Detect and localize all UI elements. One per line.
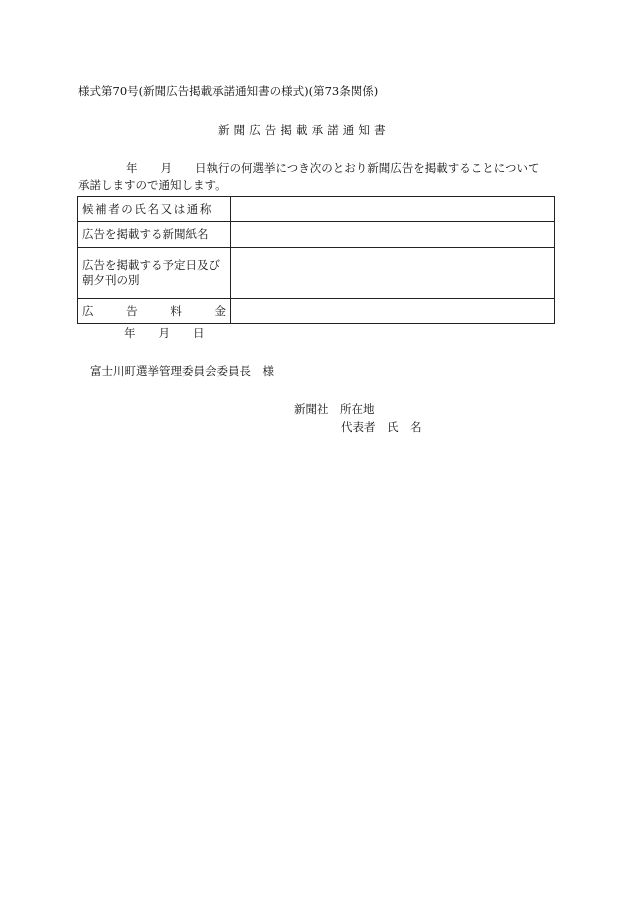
date-line: 年 月 日 — [124, 326, 205, 340]
table-row — [78, 222, 555, 248]
newspaper-name-value[interactable] — [231, 222, 555, 248]
candidate-name-label: 候補者の氏名又は通称 — [78, 197, 231, 222]
addressee: 富士川町選挙管理委員会委員長 様 — [90, 364, 274, 378]
table-row — [78, 197, 555, 222]
form-heading: 様式第70号(新聞広告掲載承諾通知書の様式)(第73条関係) — [78, 84, 379, 98]
newspaper-name-label: 広告を掲載する新聞紙名 — [78, 222, 231, 248]
scheduled-date-value[interactable] — [231, 248, 555, 299]
body-text-line-1: 年 月 日執行の何選挙につき次のとおり新聞広告を掲載することについて — [126, 161, 540, 175]
table-row — [78, 299, 555, 324]
scheduled-date-label: 広告を掲載する予定日及び朝夕刊の別 — [78, 248, 231, 299]
table-row — [78, 248, 555, 299]
sender-company-address: 新聞社 所在地 — [294, 402, 375, 416]
sender-representative-name: 代表者 氏 名 — [341, 420, 422, 434]
fee-label-char: 告 — [126, 303, 138, 318]
candidate-name-value[interactable] — [231, 197, 555, 222]
notice-table — [77, 196, 555, 324]
fee-label-char: 広 — [82, 303, 94, 318]
fee-label-char: 金 — [214, 303, 226, 318]
ad-fee-label — [78, 299, 231, 324]
document-title: 新聞広告掲載承諾通知書 — [218, 123, 390, 137]
body-text-line-2: 承諾しますので通知します。 — [78, 178, 227, 192]
fee-label-char: 料 — [170, 303, 182, 318]
ad-fee-value[interactable] — [231, 299, 555, 324]
